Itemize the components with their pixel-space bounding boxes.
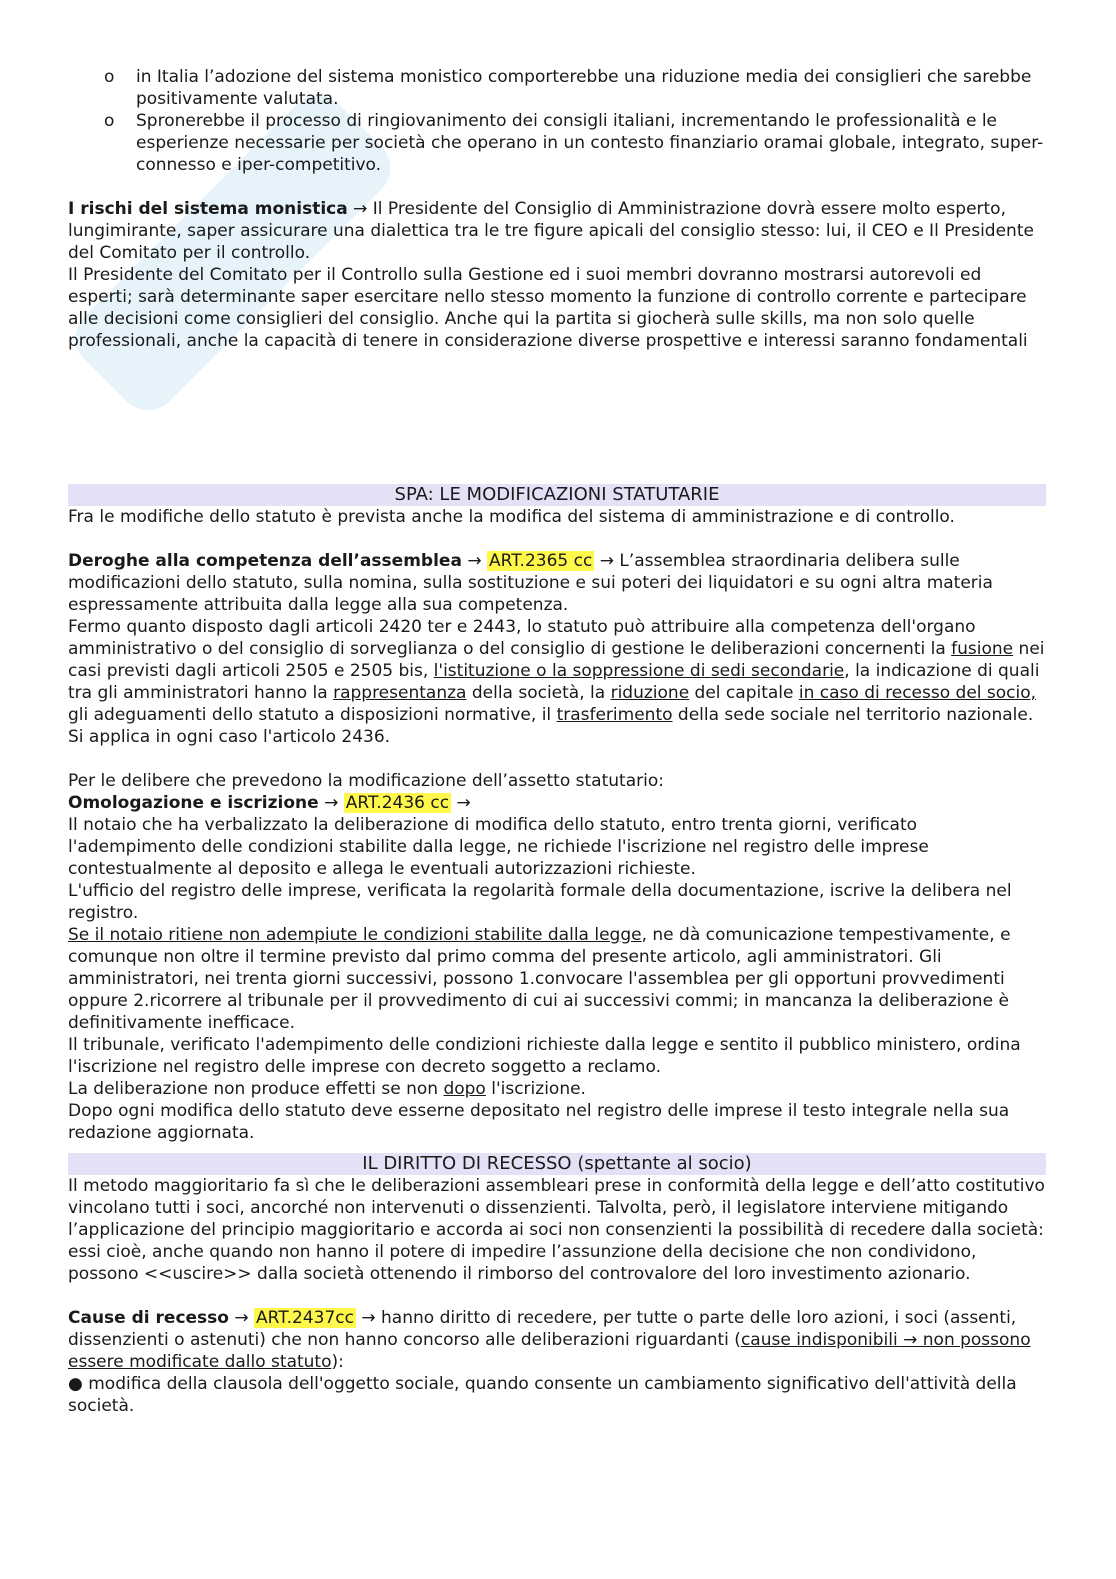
arrow-icon: → [324,793,339,813]
arrow-icon: → [347,199,373,219]
section1-intro: Fra le modifiche dello statuto è prevista anche la modifica del sistema di amministrazione e di controllo. [68,507,955,527]
bullet-mark: o [104,67,115,87]
underlined-text: in caso di recesso del socio, [798,683,1037,703]
bullet-text: modifica della clausola dell'oggetto sociale, quando consente un cambiamento significativo dell'attività della società. [68,1374,1017,1416]
rischi-paragraph-2: Il Presidente del Comitato per il Controllo sulla Gestione ed i suoi membri dovranno mostrarsi autorevoli ed esperti; sarà determinante saper esercitare nello stesso momento la funzione di controllo corrente e partecipare alle decisioni come consiglieri del consiglio. Anche qui la partita si giocherà sulle skills, ma non solo quelle professionali, anche la capacità di tenere in considerazione diverse prospettive e interessi saranno fondamentali [68,265,1028,351]
text-run: , ne dà comunicazione tempestivamente, e comunque non oltre il termine previsto dal primo comma del presente articolo, agli amministratori. Gli amministratori, nei trenta giorni successivi, possono 1.convocare l'assemblea per gli opportuni provvedimenti oppure 2.ricorrere al tribunale per il provvedimento di cui ai successivi commi; in mancanza la deliberazione è definitivamente inefficace. [68,925,1011,1033]
underlined-text: dopo [443,1079,486,1099]
article-reference: ART.2437cc [256,1308,354,1328]
underlined-text: rappresentanza [333,683,467,703]
section2-intro: Il metodo maggioritario fa sì che le deliberazioni assembleari prese in conformità della legge e dell’atto costitutivo vincolano tutti i soci, ancorché non intervenuti o dissenzienti. Talvolta, però, il legislatore interviene mitigando l’applicazione del principio maggioritario e accorda ai soci non consenzienti la possibilità di recedere dalla società: essi cioè, anche quando non hanno il potere di impedire l’assunzione della decisione che non condividono, possono <<uscire>> dalla società ottenendo il rimborso del controvalore del loro investimento azionario. [68,1176,1045,1284]
text-run: nei casi previsti dagli articoli 2505 e 2505 bis, [68,639,1045,681]
bullet-dot-icon: ● [68,1374,83,1394]
underlined-text: l'istituzione o la soppressione di sedi secondarie [433,661,845,681]
list-item [68,110,1046,176]
text-run: , la indicazione di quali tra gli amministratori hanno la [68,661,1040,703]
arrow-icon: → [599,551,614,571]
omologazione-p6: Dopo ogni modifica dello statuto deve esserne depositato nel registro delle imprese il testo integrale nella sua redazione aggiornata. [68,1101,1010,1143]
underlined-text: trasferimento [556,705,673,725]
omologazione-p2: L'ufficio del registro delle imprese, verificata la regolarità formale della documentazione, iscrive la delibera nel registro. [68,881,1012,923]
underlined-text: riduzione [610,683,690,703]
arrow-icon: → [467,551,482,571]
list-item [68,66,1046,110]
text-run: gli adeguamenti dello statuto a disposizioni normative, il [68,705,557,725]
arrow-icon: → [456,793,471,813]
bullet-text: Spronerebbe il processo di ringiovanimento dei consigli italiani, incrementando le professionalità e le esperienze necessarie per società che operano in un contesto finanziario oramai globale, integrato, super-connesso e iper-competitivo. [136,111,1044,175]
bullet-mark: o [104,111,115,131]
rischi-paragraph [68,198,1046,264]
cause-title: Cause di recesso [68,1308,229,1328]
arrow-icon: → [234,1308,249,1328]
section-heading-modificazioni: SPA: LE MODIFICAZIONI STATUTARIE [68,484,1046,506]
text-run: della sede sociale nel territorio nazionale. Si applica in ogni caso l'articolo 2436. [68,705,1034,747]
omologazione-heading [68,792,1046,814]
deroghe-text: L’assemblea straordinaria delibera sulle modificazioni dello statuto, sulla nomina, sulla sostituzione e sui poteri dei liquidatori e su ogni altra materia espressamente attribuita dalla legge alla sua competenza. [68,551,993,615]
article-reference: ART.2436 cc [345,793,450,813]
text-run: del capitale [689,683,799,703]
bullet-list-top [68,66,1046,176]
omologazione-p4: Il tribunale, verificato l'adempimento delle condizioni richieste dalla legge e sentito il pubblico ministero, ordina l'iscrizione nel registro delle imprese con decreto soggetto a reclamo. [68,1035,1021,1077]
text-run: La deliberazione non produce effetti se non [68,1079,444,1099]
cause-bullet [68,1373,1046,1417]
bullet-text: in Italia l’adozione del sistema monistico comporterebbe una riduzione media dei consiglieri che sarebbe positivamente valutata. [136,67,1032,109]
omologazione-title: Omologazione e iscrizione [68,793,319,813]
underlined-text: cause indisponibili → non possono essere modificate dallo statuto [68,1330,1031,1372]
omologazione-p3 [68,924,1046,1034]
text-run: Fermo quanto disposto dagli articoli 2420 ter e 2443, lo statuto può attribuire alla competenza dell'organo amministrativo o del consiglio di sorveglianza o del consiglio di gestione le deliberazioni concernenti la [68,617,976,659]
omologazione-p1: Il notaio che ha verbalizzato la deliberazione di modifica dello statuto, entro trenta giorni, verificato l'adempimento delle condizioni stabilite dalla legge, ne richiede l'iscrizione nel registro delle imprese contestualmente al deposito e allega le eventuali autorizzazioni richieste. [68,815,929,879]
delibere-intro: Per le delibere che prevedono la modificazione dell’assetto statutario: [68,771,664,791]
document-page [68,66,1046,1417]
text-run: ): [331,1352,344,1372]
underlined-text: Se il notaio ritiene non adempiute le condizioni stabilite dalla legge [68,925,642,945]
section-heading-recesso: IL DIRITTO DI RECESSO (spettante al socio) [68,1153,1046,1175]
rischi-text: Il Presidente del Consiglio di Amministrazione dovrà essere molto esperto, lungimirante, saper assicurare una dialettica tra le tre figure apicali del consiglio stesso: lui, il CEO e Il Presidente del Comitato per il controllo. [68,199,1034,263]
text-run: della società, la [466,683,611,703]
text-run: l'iscrizione. [485,1079,586,1099]
omologazione-p5 [68,1078,1046,1100]
deroghe-title: Deroghe alla competenza dell’assemblea [68,551,462,571]
fermo-paragraph [68,616,1046,748]
deroghe-paragraph [68,550,1046,616]
cause-text: hanno diritto di recedere, per tutte o parte delle loro azioni, i soci (assenti, dissenzienti o astenuti) che non hanno concorso alle deliberazioni riguardanti ( [68,1308,1017,1350]
cause-paragraph [68,1307,1046,1373]
rischi-title: I rischi del sistema monistica [68,199,348,219]
underlined-text: fusione [951,639,1014,659]
arrow-icon: → [361,1308,376,1328]
article-reference: ART.2365 cc [488,551,593,571]
